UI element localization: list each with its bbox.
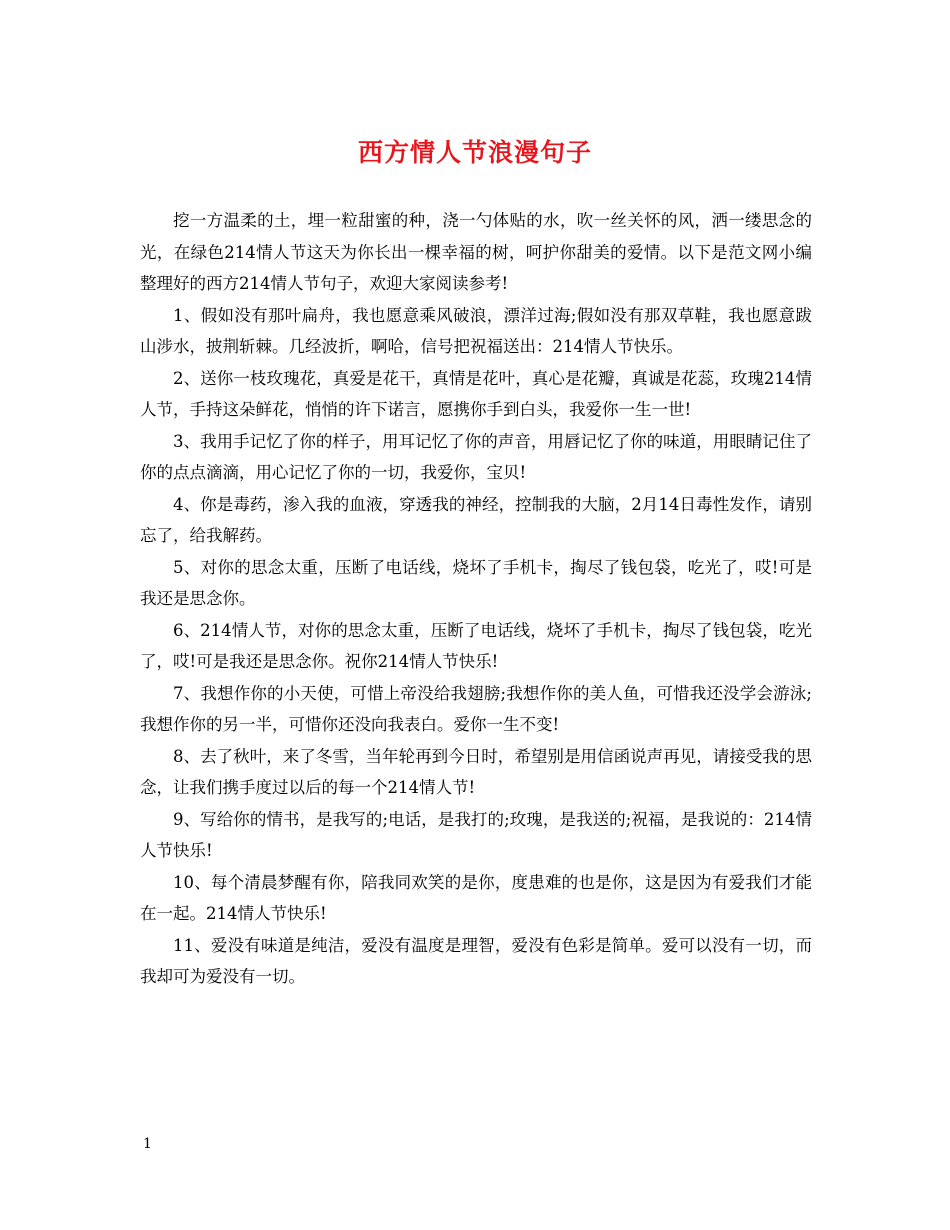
- paragraph-item-10: 10、每个清晨梦醒有你，陪我同欢笑的是你，度患难的也是你，这是因为有爱我们才能在一起。214情人节快乐!: [140, 872, 812, 923]
- paragraph-item-4: 4、你是毒药，渗入我的血液，穿透我的神经，控制我的大脑，2月14日毒性发作，请别忘了，给我解药。: [140, 494, 812, 545]
- document-body: [140, 205, 812, 993]
- paragraph-intro: 挖一方温柔的土，埋一粒甜蜜的种，浇一勺体贴的水，吹一丝关怀的风，洒一缕思念的光，在绿色214情人节这天为你长出一棵幸福的树，呵护你甜美的爱情。以下是范文网小编整理好的西方214情人节句子，欢迎大家阅读参考!: [140, 211, 812, 293]
- document-title: 西方情人节浪漫句子: [357, 138, 592, 167]
- page-number: 1: [143, 1136, 152, 1152]
- paragraph-item-9: 9、写给你的情书，是我写的;电话，是我打的;玫瑰，是我送的;祝福，是我说的：214情人节快乐!: [140, 809, 812, 860]
- paragraph-item-1: 1、假如没有那叶扁舟，我也愿意乘风破浪，漂洋过海;假如没有那双草鞋，我也愿意跋山涉水，披荆斩棘。几经波折，啊哈，信号把祝福送出：214情人节快乐。: [140, 305, 812, 356]
- paragraph-item-7: 7、我想作你的小天使，可惜上帝没给我翅膀;我想作你的美人鱼，可惜我还没学会游泳;我想作你的另一半，可惜你还没向我表白。爱你一生不变!: [140, 683, 812, 734]
- paragraph-item-5: 5、对你的思念太重，压断了电话线，烧坏了手机卡，掏尽了钱包袋，吃光了，哎!可是我还是思念你。: [140, 557, 812, 608]
- paragraph-item-8: 8、去了秋叶，来了冬雪，当年轮再到今日时，希望别是用信函说声再见，请接受我的思念，让我们携手度过以后的每一个214情人节!: [140, 746, 812, 797]
- paragraph-item-3: 3、我用手记忆了你的样子，用耳记忆了你的声音，用唇记忆了你的味道，用眼睛记住了你的点点滴滴，用心记忆了你的一切，我爱你，宝贝!: [140, 431, 812, 482]
- paragraph-item-2: 2、送你一枝玫瑰花，真爱是花干，真情是花叶，真心是花瓣，真诚是花蕊，玫瑰214情人节，手持这朵鲜花，悄悄的许下诺言，愿携你手到白头，我爱你一生一世!: [140, 368, 812, 419]
- paragraph-item-6: 6、214情人节，对你的思念太重，压断了电话线，烧坏了手机卡，掏尽了钱包袋，吃光了，哎!可是我还是思念你。祝你214情人节快乐!: [140, 620, 812, 671]
- paragraph-item-11: 11、爱没有味道是纯洁，爱没有温度是理智，爱没有色彩是简单。爱可以没有一切，而我却可为爱没有一切。: [140, 935, 812, 986]
